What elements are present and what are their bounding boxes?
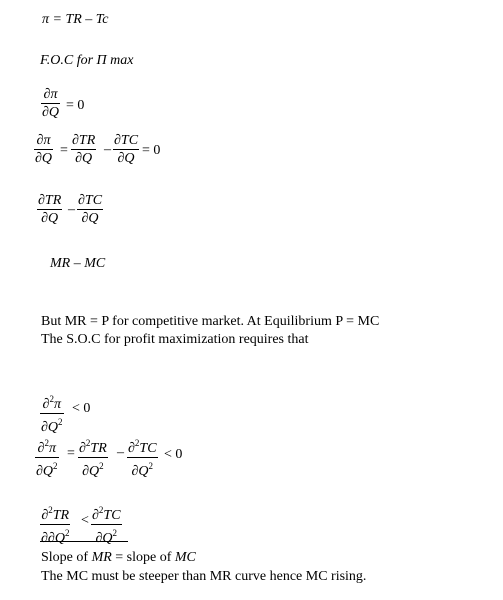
fraction-dtc-dq-2: ∂TC ∂Q — [78, 193, 103, 226]
fraction-d2tc-dq2-2: ∂$^2$TC $\partial Q^2$ — [92, 505, 121, 546]
equals-zero: = 0 — [66, 98, 85, 113]
paragraph-soc: The S.O.C for profit maximization requires that — [41, 332, 309, 347]
fraction-d2tr-dq2: ∂$^2$TR $\partial Q^2$ — [79, 438, 107, 479]
minus-sign-2: – — [68, 202, 75, 217]
minus-sign-3: – — [117, 445, 124, 460]
fraction-d2pi-dq2: ∂$^2$π $\partial Q^2$ — [41, 394, 63, 435]
mr-mc: MR – MC — [50, 256, 106, 271]
fraction-dpi-dq: ∂π ∂Q — [42, 87, 60, 120]
fraction-dtc-dq: ∂TC ∂Q — [114, 133, 139, 166]
less-than-zero-2: < 0 — [164, 447, 183, 462]
underline-rule — [40, 541, 128, 542]
fraction-dtr-dq: ∂TR ∂Q — [72, 133, 96, 166]
less-than-zero: < 0 — [72, 401, 91, 416]
equals-sign: = — [60, 143, 68, 158]
minus-sign: – — [104, 142, 111, 157]
foc-heading: F.O.C for Π max — [40, 53, 134, 68]
fraction-d2tr-ddq2: ∂$^2$TR $\partial\partial Q^2$ — [41, 505, 70, 546]
paragraph-competitive: But MR = P for competitive market. At Equilibrium P = MC — [41, 314, 380, 329]
fraction-dpi-dq-2: ∂π ∂Q — [35, 133, 53, 166]
equals-zero-2: = 0 — [142, 143, 161, 158]
conclusion: The MC must be steeper than MR curve hence MC rising. — [41, 569, 367, 584]
less-than-sign: < — [81, 513, 89, 528]
equals-sign-2: = — [67, 446, 75, 461]
profit-definition: π = TR – Tc — [42, 12, 109, 27]
slope-statement: Slope of MR = slope of MC — [41, 550, 196, 565]
fraction-d2pi-dq2-2: ∂$^2$π $\partial Q^2$ — [36, 438, 58, 479]
fraction-dtr-dq-2: ∂TR ∂Q — [38, 193, 62, 226]
fraction-d2tc-dq2: ∂$^2$TC $\partial Q^2$ — [128, 438, 157, 479]
